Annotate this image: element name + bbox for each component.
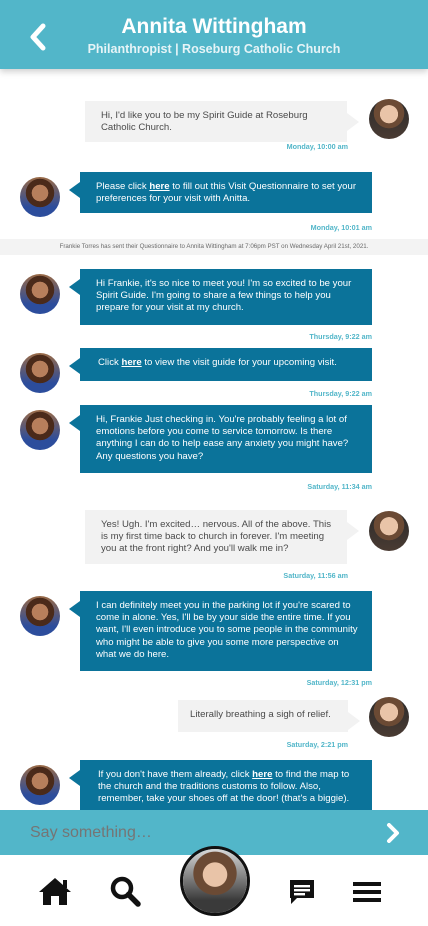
- avatar[interactable]: [369, 99, 409, 139]
- chevron-right-icon: [386, 823, 400, 843]
- message-input[interactable]: [30, 822, 350, 844]
- nav-messages[interactable]: [287, 877, 317, 907]
- map-link[interactable]: here: [252, 769, 273, 780]
- search-icon: [109, 875, 141, 907]
- message-text: to view the visit guide for your upcoming visit.: [141, 357, 337, 368]
- menu-icon: [352, 881, 382, 903]
- message-timestamp: Thursday, 9:22 am: [309, 389, 372, 398]
- message-text: Literally breathing a sigh of relief.: [190, 709, 331, 720]
- bottom-navigation: [0, 855, 428, 926]
- contact-name: Annita Wittingham: [121, 15, 307, 38]
- system-notice: Frankie Torres has sent their Questionnaire to Annita Wittingham at 7:06pm PST on Wednesday April 21st, 2021.: [0, 239, 428, 255]
- message-timestamp: Monday, 10:00 am: [286, 142, 348, 151]
- chat-icon: [288, 878, 316, 906]
- nav-profile[interactable]: [180, 846, 250, 916]
- avatar[interactable]: [20, 177, 60, 217]
- profile-avatar: [183, 849, 247, 913]
- chat-header: [0, 0, 428, 69]
- message-bubble-incoming: [80, 269, 372, 325]
- message-bubble-incoming: [80, 760, 372, 810]
- avatar[interactable]: [369, 511, 409, 551]
- message-text: Hi, I'd like you to be my Spirit Guide at Roseburg Catholic Church.: [101, 110, 308, 134]
- avatar[interactable]: [20, 274, 60, 314]
- message-timestamp: Saturday, 11:34 am: [307, 482, 372, 491]
- nav-home[interactable]: [36, 875, 74, 907]
- contact-subtitle: Philanthropist | Roseburg Catholic Church: [87, 42, 341, 56]
- questionnaire-link[interactable]: here: [149, 181, 170, 192]
- message-text: Hi, Frankie Just checking in. You're probably feeling a lot of emotions before you come to service tomorrow. Is there anything I can do to help ease any anxiety you might have? Any questions you have?: [96, 414, 349, 462]
- message-bubble-incoming: [80, 591, 372, 671]
- avatar[interactable]: [20, 596, 60, 636]
- message-timestamp: Monday, 10:01 am: [310, 223, 372, 232]
- message-text: Yes! Ugh. I'm excited… nervous. All of the above. This is my first time back to church in forever. I'm meeting you at the front right? And you'll walk me in?: [101, 519, 332, 555]
- message-text: to fill out this Visit Questionnaire to set your preferences for your visit with Anitta.: [96, 181, 357, 205]
- home-icon: [37, 876, 73, 906]
- message-timestamp: Saturday, 2:21 pm: [286, 740, 348, 749]
- avatar[interactable]: [20, 353, 60, 393]
- message-list[interactable]: [0, 69, 428, 810]
- nav-menu[interactable]: [351, 879, 383, 905]
- avatar[interactable]: [20, 765, 60, 805]
- message-text: Please click: [96, 181, 150, 192]
- message-text: If you don't have them already, click: [98, 769, 253, 780]
- nav-search[interactable]: [108, 875, 142, 907]
- message-timestamp: Thursday, 9:22 am: [309, 332, 372, 341]
- message-bubble-incoming: [80, 405, 372, 473]
- send-button[interactable]: [382, 822, 404, 844]
- message-timestamp: Saturday, 11:56 am: [283, 571, 348, 580]
- visit-guide-link[interactable]: here: [121, 357, 142, 368]
- avatar[interactable]: [20, 410, 60, 450]
- message-bubble-outgoing: [85, 510, 347, 564]
- message-text: I can definitely meet you in the parking lot if you're scared to come in alone. Yes, I'll be by your side the entire time. If you want, I'll even introduce you to some people in the community who might be able to give you some more perspective on what we do here.: [96, 600, 358, 660]
- message-bubble-outgoing: [85, 101, 347, 142]
- message-text: Hi Frankie, it's so nice to meet you! I'm so excited to be your Spirit Guide. I'm going to share a few things to help you prepare for your visit at my church.: [96, 278, 352, 314]
- avatar[interactable]: [369, 697, 409, 737]
- message-timestamp: Saturday, 12:31 pm: [306, 678, 372, 687]
- message-text: Click: [98, 357, 122, 368]
- message-text: to find the map to the church and the traditions customs to follow. Also, remember, take your shoes off at the door! (that's a biggie).: [98, 769, 350, 805]
- message-bubble-incoming: [80, 172, 372, 213]
- message-bubble-incoming: [80, 348, 372, 381]
- message-bubble-outgoing: [178, 700, 348, 732]
